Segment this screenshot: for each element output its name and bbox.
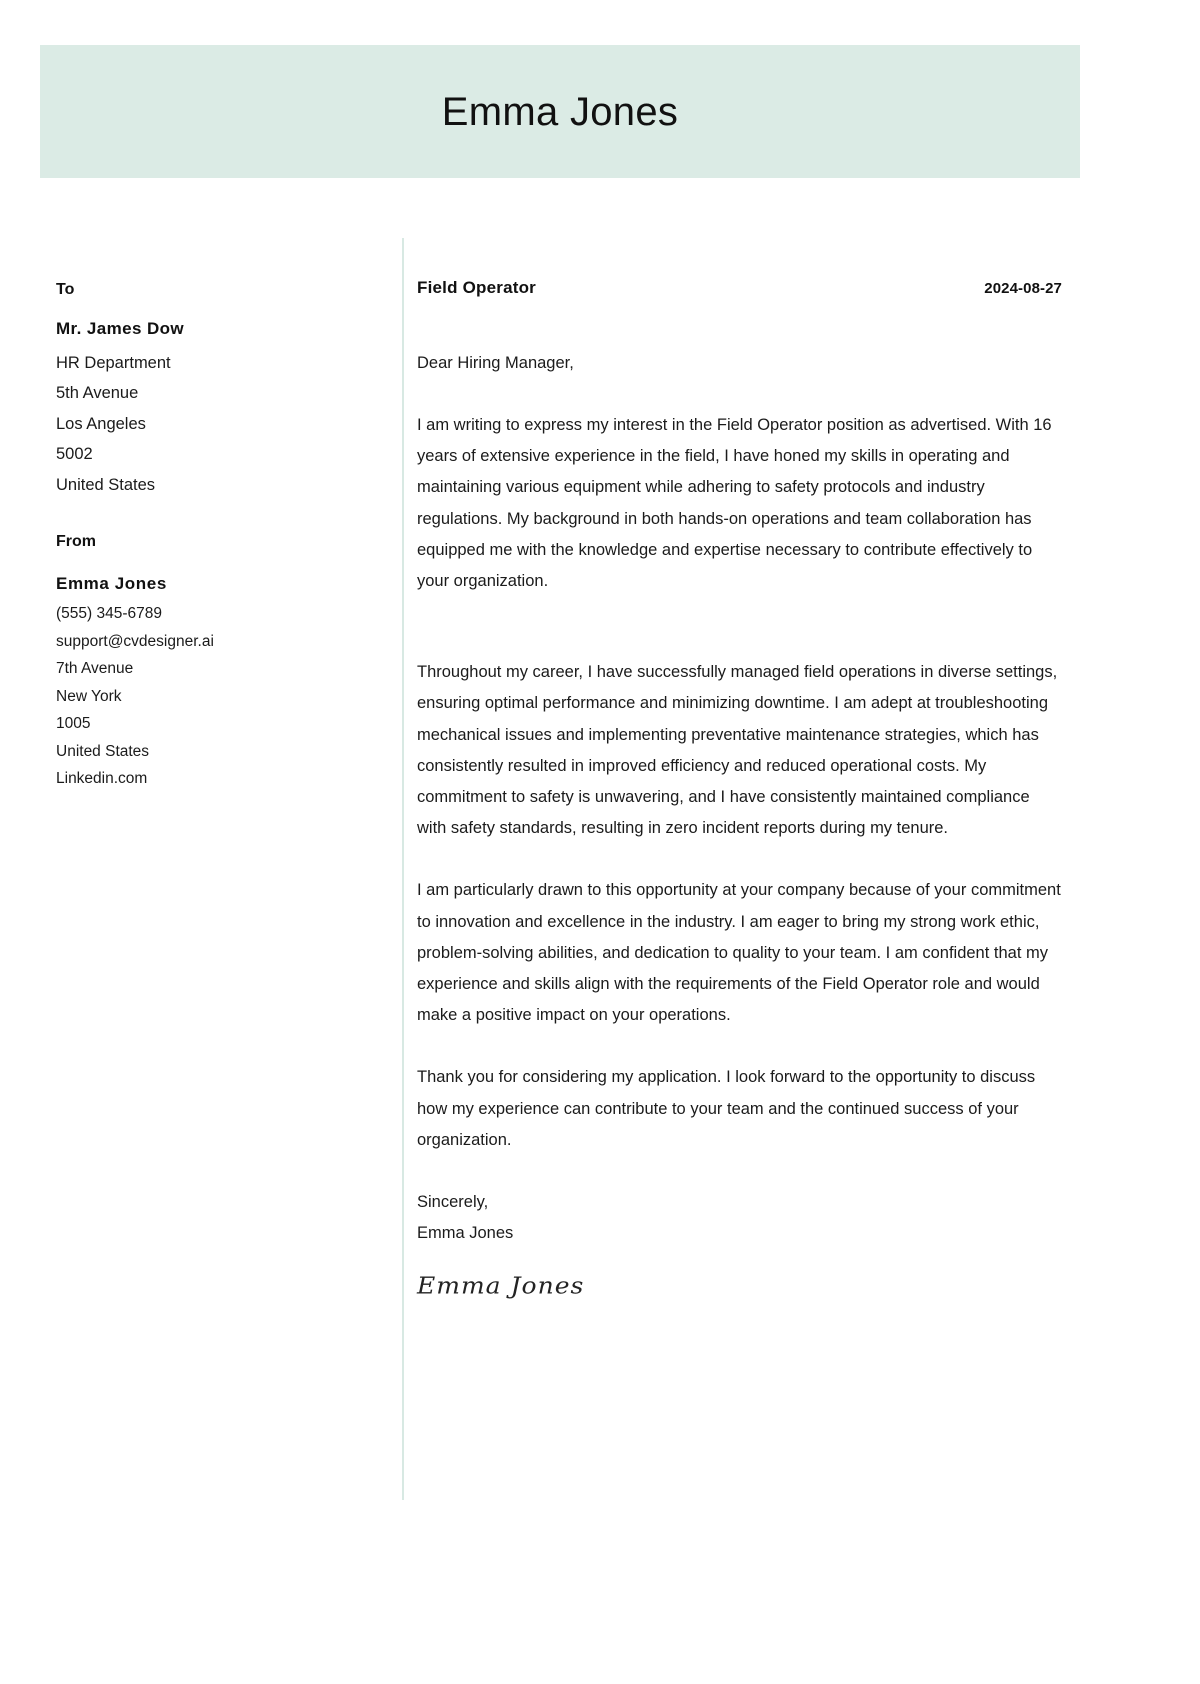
letter-paragraph: I am writing to express my interest in the Field Operator position as advertised. With 16 years of extensive experience in the field, I have honed my skills in operating and maintaining various equipment while adhering to safety protocols and industry regulations. My background in both hands-on operations and team collaboration has equipped me with the knowledge and expertise necessary to contribute effectively to your organization.	[417, 416, 1052, 591]
job-title: Field Operator	[417, 278, 536, 297]
sender-block	[56, 532, 356, 792]
header-banner	[40, 45, 1080, 178]
salutation: Dear Hiring Manager,	[417, 354, 574, 372]
letter-paragraph: Thank you for considering my application. I look forward to the opportunity to discuss how my experience can contribute to your team and the continued success of your organization.	[417, 1068, 1036, 1149]
sidebar-contact-column	[56, 280, 356, 793]
sender-street: 7th Avenue	[56, 660, 134, 678]
sender-name: Emma Jones	[56, 573, 167, 593]
page-title: Emma Jones	[441, 89, 679, 134]
sender-country: United States	[56, 742, 150, 760]
letter-date: 2024-08-27	[984, 280, 1062, 297]
recipient-line: Los Angeles	[56, 414, 146, 433]
recipient-block	[56, 280, 356, 500]
sender-phone: (555) 345-6789	[56, 605, 162, 623]
recipient-line: 5th Avenue	[56, 384, 139, 403]
column-divider	[402, 238, 404, 1500]
letter-header-row	[417, 278, 1062, 298]
recipient-line: 5002	[56, 445, 93, 464]
sender-postcode: 1005	[56, 715, 91, 733]
signature: Emma Jones	[417, 1272, 585, 1299]
letter-body-column	[417, 278, 1062, 1300]
closing-name: Emma Jones	[417, 1224, 514, 1243]
sender-city: New York	[56, 687, 122, 705]
closing-salutation: Sincerely,	[417, 1193, 489, 1212]
letter-paragraph: I am particularly drawn to this opportunity at your company because of your commitment to innovation and excellence in the industry. I am eager to bring my strong work ethic, problem-solving abilities, and dedication to quality to your team. I am confident that my experience and skills align with the requirements of the Field Operator role and would make a positive impact on your operations.	[417, 881, 1061, 1025]
recipient-name: Mr. James Dow	[56, 319, 185, 339]
recipient-line: HR Department	[56, 353, 171, 372]
from-label: From	[56, 533, 96, 551]
to-label: To	[56, 281, 75, 298]
sender-linkedin[interactable]: Linkedin.com	[56, 770, 148, 788]
sender-email[interactable]: support@cvdesigner.ai	[56, 632, 214, 650]
letter-paragraph: Throughout my career, I have successfully managed field operations in diverse settings, ensuring optimal performance and minimizing downtime. I am adept at troubleshooting mechanical issues and implementing preventative maintenance strategies, which has consistently resulted in improved efficiency and reduced operational costs. My commitment to safety is unwavering, and I have consistently maintained compliance with safety standards, resulting in zero incident reports during my tenure.	[417, 663, 1058, 838]
recipient-line: United States	[56, 475, 156, 494]
